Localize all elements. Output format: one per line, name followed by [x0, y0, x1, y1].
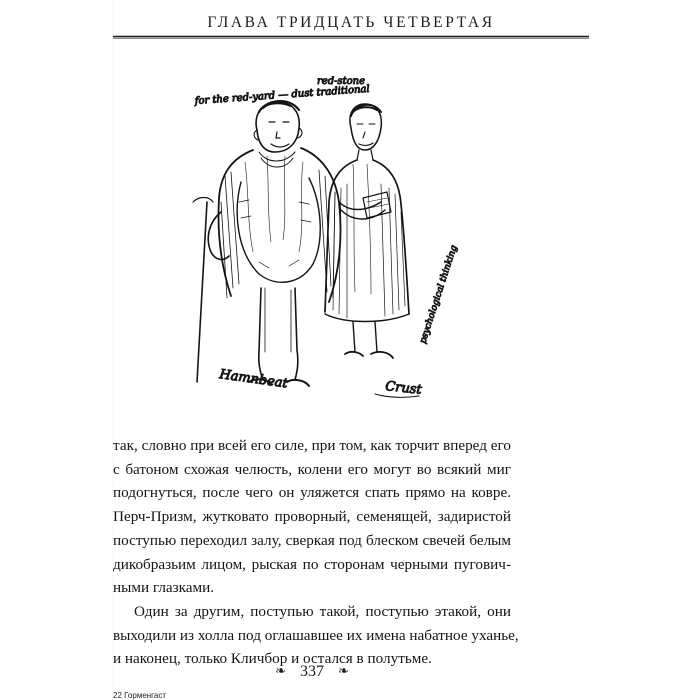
text-line: Перч-Призм, жутковато проворный, семенящей, задиристой	[113, 508, 511, 526]
sketch-note-top: for the red-yard — dust traditional	[194, 83, 371, 107]
book-page	[113, 0, 589, 700]
running-head: ГЛАВА ТРИДЦАТЬ ЧЕТВЕРТАЯ	[207, 14, 495, 31]
paragraph-2	[113, 600, 519, 671]
text-line: Один за другим, поступью такой, поступью этакой, они	[134, 602, 511, 620]
sketch-note-side: psychological thinking	[418, 244, 460, 345]
footer-signature: 22 Горменгаст	[113, 691, 167, 700]
text-line: поступью переходил залу, сверкая под блеском свечей белым	[113, 531, 511, 549]
text-line: с батоном схожая челюсть, колени его могут во всякий миг	[113, 460, 511, 478]
ornament-left-icon: ❧	[275, 663, 286, 678]
sketch-label-right: Crust	[384, 379, 423, 398]
text-line: выходили из холла под оглашавшее их имена набатное уханье,	[113, 626, 519, 644]
folio	[113, 663, 511, 681]
sketch-note-top-small: red-stone	[317, 76, 366, 87]
sketch-label-left: Hamnbeat	[218, 367, 289, 392]
text-line: ными глазками.	[113, 579, 215, 597]
paragraph-1	[113, 434, 511, 600]
page-number: 337	[300, 663, 324, 680]
pen-sketch-illustration	[149, 52, 557, 430]
ornament-right-icon: ❧	[338, 663, 349, 678]
text-line: дикобразьим лицом, рыская по сторонам черными пугович-	[113, 555, 511, 573]
text-line: подогнуться, после чего он уляжется спать прямо на ковре.	[113, 484, 511, 502]
header-rule	[113, 34, 589, 40]
text-line: так, словно при всей его силе, при том, как торчит вперед его	[113, 437, 511, 454]
text-line: и наконец, только Кличбор и остался в полутьме.	[113, 650, 432, 668]
body-text	[113, 434, 519, 671]
